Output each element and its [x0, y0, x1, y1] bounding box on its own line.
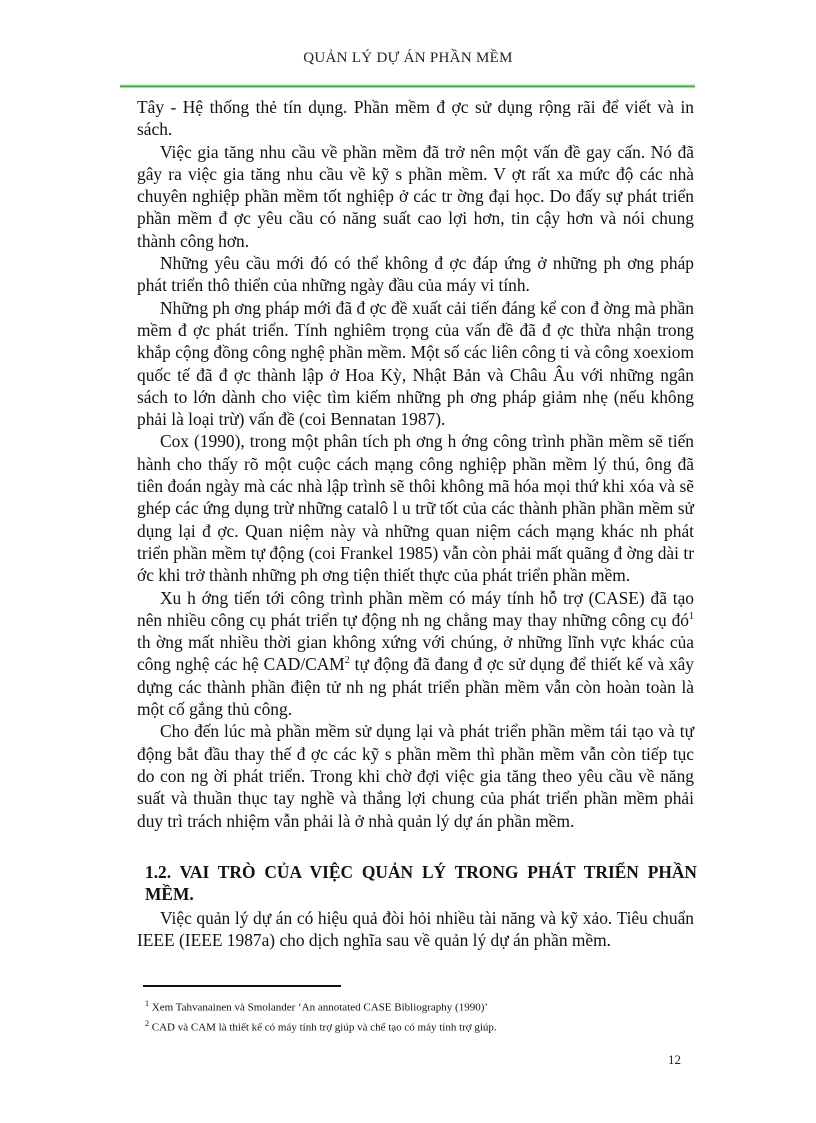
paragraph: Những yêu cầu mới đó có thể không đ ợc đáp ứng ở những ph ơng pháp phát triển thô thiển của những ngày đầu của máy vi tính.: [137, 253, 694, 296]
footnote-mark: 2: [145, 1018, 149, 1028]
footnote: [145, 996, 705, 1016]
paragraph: Cho đến lúc mà phần mềm sử dụng lại và phát triển phần mềm tái tạo và tự động bắt đầu thay thế đ ợc các kỹ s phần mềm thì phần mềm vẫn còn tiếp tục do con ng ời phát triển. Trong khi chờ đợi việc gia tăng theo yêu cầu về năng suất và thuần thục tay nghề và thắng lợi chung của phát triển phần mềm phải duy trì trách nhiệm vẫn phải là ở nhà quản lý dự án phần mềm.: [137, 721, 694, 831]
section-body: [137, 907, 694, 952]
running-header: QUẢN LÝ DỰ ÁN PHẦN MỀM: [303, 50, 513, 66]
paragraph-text: th ờng mất nhiều thời gian không xứng với chúng, ở những lĩnh vực khác của công nghệ các hệ CAD/CAM: [137, 632, 694, 675]
paragraph: Việc gia tăng nhu cầu về phần mềm đã trở nên một vấn đề gay cấn. Nó đã gây ra việc gia tăng nhu cầu về kỹ s phần mềm. V ợt rất xa mức độ các nhà chuyên nghiệp phần mềm tốt nghiệp ở các tr ờng đại học. Do đấy sự phát triển phần mềm đ ợc yêu cầu có năng suất cao lợi hơn, tin cậy hơn và nói chung thành công hơn.: [137, 141, 694, 251]
paragraph: Những ph ơng pháp mới đã đ ợc đề xuất cải tiến đáng kể con đ ờng mà phần mềm đ ợc phát triển. Tính nghiêm trọng của vấn đề đã đ ợc thừa nhận trong khắp cộng đồng công nghệ phần mềm. Một số các liên công ti và công xoexiom quốc tế đã đ ợc thành lập ở Hoa Kỳ, Nhật Bản và Châu Âu với những ngân sách to lớn dành cho việc tìm kiếm những ph ơng pháp giảm nhẹ (nếu không phải là loại trừ) vấn đề (coi Bennatan 1987).: [137, 297, 694, 430]
header-rule: [120, 84, 695, 88]
footnote-ref[interactable]: 1: [689, 611, 694, 623]
paragraph: Việc quản lý dự án có hiệu quả đòi hỏi nhiều tài năng và kỹ xảo. Tiêu chuẩn IEEE (IEEE 1987a) cho dịch nghĩa sau về quản lý dự án phần mềm.: [137, 908, 694, 951]
section-heading: 1.2. VAI TRÒ CỦA VIỆC QUẢN LÝ TRONG PHÁT TRIỂN PHẦN MỀM.: [145, 862, 697, 905]
footnote-rule: [143, 985, 341, 987]
paragraph-text: Xu h ớng tiến tới công trình phần mềm có máy tính hỗ trợ (CASE) đã tạo nên nhiều công cụ phát triển tự động nh ng chẳng may thay những công cụ đó: [137, 587, 694, 630]
footnote-text: Xem Tahvanainen và Smolander ‘An annotated CASE Bibliography (1990)’: [149, 1001, 489, 1014]
footnote: [145, 1016, 705, 1036]
paragraph: Tây - Hệ thống thẻ tín dụng. Phần mềm đ ợc sử dụng rộng rãi để viết và in sách.: [137, 97, 694, 140]
paragraph: Cox (1990), trong một phân tích ph ơng h ớng công trình phần mềm sẽ tiến hành cho thấy rõ một cuộc cách mạng công nghiệp phần mềm lý thú, ông đã tiên đoán ngày mà các nhà lập trình sẽ thôi không mã hóa mọi thứ khi xóa và sẽ ghép các ứng dụng trừ những catalô l u trữ tốt của các thành phần phần mềm sử dụng lại đ ợc. Quan niệm này và những quan niệm cách mạng khác nh phát triển phần mềm tự động (coi Frankel 1985) vẫn còn phải mất quãng đ ờng dài tr ớc khi trở thành những ph ơng tiện thiết thực của phát triển phần mềm.: [137, 431, 694, 586]
footnotes: [145, 996, 705, 1035]
page-number: 12: [668, 1052, 681, 1067]
body-text: [137, 96, 694, 832]
footnote-mark: 1: [145, 999, 149, 1008]
paragraph-text: tự động đã đang đ ợc sử dụng để thiết kế và xây dựng các thành phần điện tử nh ng phát triển phần mềm vẫn còn hoàn toàn là một cố gắng thủ công.: [137, 654, 694, 720]
footnote-ref[interactable]: 2: [344, 655, 350, 667]
paragraph-case: [137, 587, 694, 721]
footnote-text: CAD và CAM là thiết kế có máy tính trợ giúp và chế tạo có máy tính trợ giúp.: [149, 1021, 497, 1034]
